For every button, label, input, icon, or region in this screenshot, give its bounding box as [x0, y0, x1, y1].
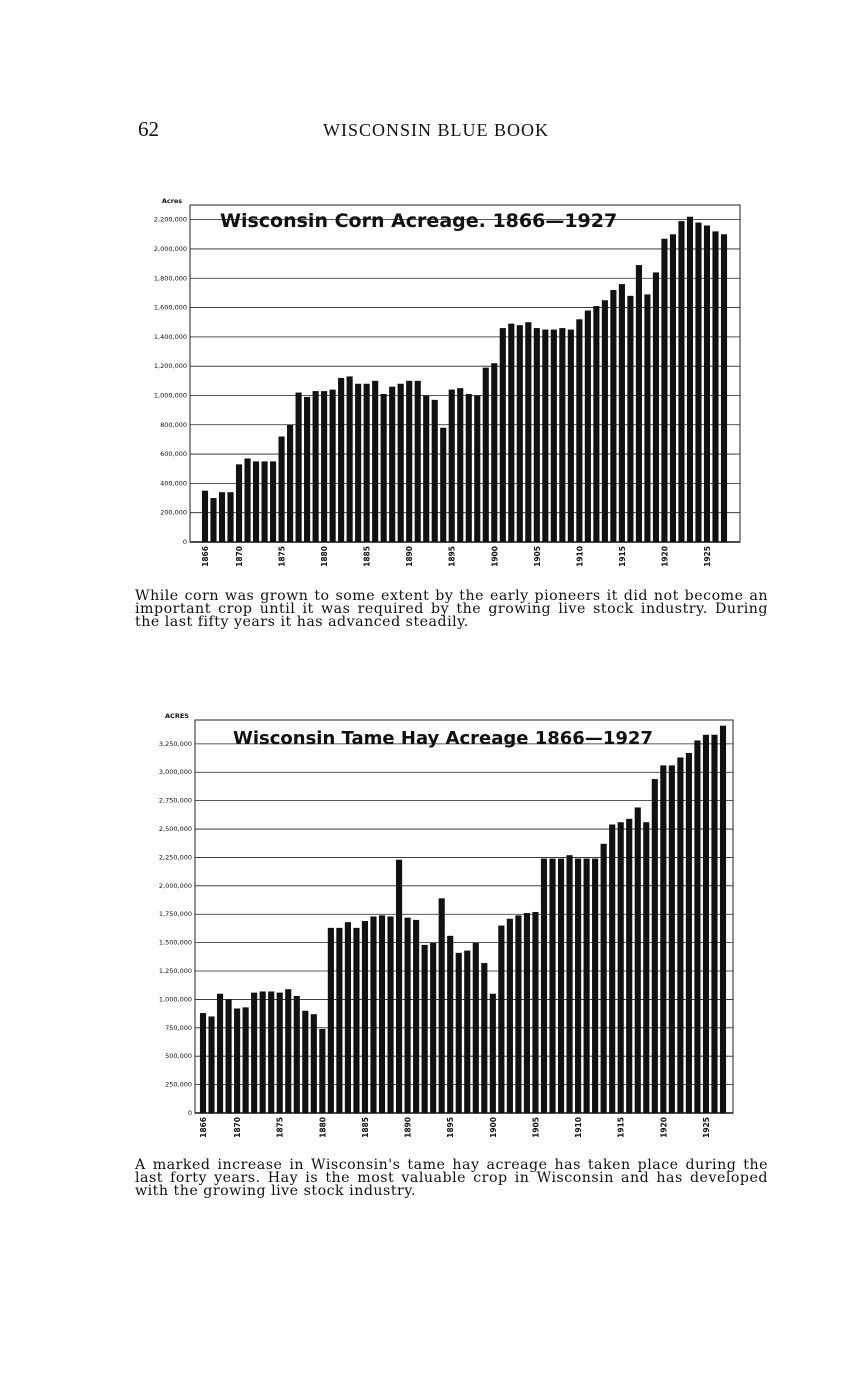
corn-bar-1876	[287, 425, 293, 542]
corn-bar-1910	[576, 319, 582, 542]
page-number: 62	[138, 117, 159, 141]
hay-bar-1922	[677, 757, 683, 1113]
hay-bar-1866	[200, 1013, 206, 1113]
corn-bar-1897	[466, 394, 472, 542]
corn-y-tick-label: 1,600,000	[153, 303, 187, 312]
hay-bar-1880	[319, 1029, 325, 1113]
corn-bar-1919	[653, 272, 659, 542]
corn-bar-1881	[330, 390, 336, 542]
corn-x-tick-label: 1900	[490, 546, 500, 567]
corn-bar-1898	[474, 395, 480, 542]
hay-bar-1893	[430, 943, 436, 1113]
corn-x-tick-label: 1905	[532, 546, 542, 567]
corn-bar-1895	[449, 390, 455, 542]
hay-y-tick-label: 2,750,000	[158, 796, 192, 805]
hay-x-tick-label: 1920	[659, 1117, 669, 1138]
corn-bar-1891	[415, 381, 421, 542]
hay-bar-1910	[575, 859, 581, 1113]
corn-bar-1874	[270, 461, 276, 542]
corn-x-tick-label: 1875	[277, 546, 287, 567]
corn-bar-1902	[508, 324, 514, 542]
corn-bar-1926	[712, 231, 718, 542]
hay-x-tick-label: 1900	[488, 1117, 498, 1138]
corn-bar-1880	[321, 391, 327, 542]
corn-bar-1866	[202, 491, 208, 542]
corn-y-axis-label: Acres	[161, 197, 183, 205]
hay-bar-1911	[584, 859, 590, 1113]
corn-bar-1900	[491, 363, 497, 542]
hay-x-tick-label: 1895	[446, 1117, 456, 1138]
hay-y-tick-label: 3,000,000	[158, 768, 192, 777]
hay-acreage-chart	[0, 705, 780, 1155]
hay-bar-1873	[260, 991, 266, 1113]
corn-bar-1886	[372, 381, 378, 542]
hay-bar-1886	[370, 917, 376, 1114]
hay-y-tick-label: 2,000,000	[158, 881, 192, 890]
corn-x-tick-label: 1920	[660, 546, 670, 567]
hay-x-tick-label: 1915	[616, 1117, 626, 1138]
hay-bar-1874	[268, 991, 274, 1113]
hay-bar-1905	[532, 912, 538, 1113]
hay-bar-1887	[379, 915, 385, 1113]
corn-bar-1921	[670, 234, 676, 542]
hay-bar-1890	[405, 918, 411, 1113]
hay-y-tick-label: 2,250,000	[158, 853, 192, 862]
corn-y-tick-label: 1,200,000	[153, 362, 187, 371]
hay-bar-1900	[490, 994, 496, 1113]
hay-caption: A marked increase in Wisconsin's tame hay acreage has taken place during the last forty years. Hay is the most valuable crop in Wisconsin and has developed with the growing live stock industry.	[135, 1157, 768, 1199]
hay-bar-1901	[498, 926, 504, 1113]
hay-y-tick-label: 3,250,000	[158, 739, 192, 748]
corn-y-tick-label: 1,000,000	[153, 391, 187, 400]
corn-y-tick-label: 0	[182, 538, 187, 546]
hay-bar-1884	[353, 928, 359, 1113]
running-head: WISCONSIN BLUE BOOK	[323, 120, 549, 140]
corn-bar-1885	[364, 384, 370, 542]
hay-bar-1885	[362, 921, 368, 1113]
corn-bar-1916	[627, 296, 633, 542]
hay-bar-1920	[660, 765, 666, 1113]
corn-bar-1879	[313, 391, 319, 542]
hay-bar-1903	[515, 915, 521, 1113]
hay-bar-1914	[609, 824, 615, 1113]
hay-bar-1876	[285, 989, 291, 1113]
hay-bar-1919	[652, 779, 658, 1113]
corn-caption: While corn was grown to some extent by the early pioneers it did not become an important crop until it was required by the growing live stock industry. During the last fifty years it has advanced steadily.	[135, 588, 768, 630]
corn-bar-1904	[525, 322, 531, 542]
corn-bar-1901	[500, 328, 506, 542]
hay-bar-1907	[549, 859, 555, 1113]
hay-bar-1906	[541, 859, 547, 1113]
hay-bar-1868	[217, 994, 223, 1113]
hay-bar-1915	[618, 822, 624, 1113]
corn-bar-1913	[602, 300, 608, 542]
hay-y-tick-label: 750,000	[165, 1023, 192, 1032]
hay-bar-1882	[336, 928, 342, 1113]
corn-bar-1892	[423, 395, 429, 542]
hay-bar-1908	[558, 859, 564, 1113]
hay-bar-1912	[592, 859, 598, 1113]
corn-bar-1869	[227, 492, 233, 542]
hay-y-tick-label: 500,000	[165, 1052, 192, 1061]
corn-bar-1868	[219, 492, 225, 542]
corn-bar-1914	[610, 290, 616, 542]
hay-bar-1870	[234, 1009, 240, 1113]
corn-x-tick-label: 1870	[235, 546, 245, 567]
corn-bar-1893	[432, 400, 438, 542]
hay-bar-1877	[294, 996, 300, 1113]
corn-x-tick-label: 1890	[405, 546, 415, 567]
hay-bar-1917	[635, 807, 641, 1113]
hay-bar-1881	[328, 928, 334, 1113]
corn-bar-1909	[568, 330, 574, 542]
hay-bar-1899	[481, 963, 487, 1113]
corn-acreage-chart	[0, 190, 780, 580]
hay-bar-1888	[387, 917, 393, 1114]
corn-y-tick-label: 400,000	[160, 479, 187, 488]
corn-bar-1890	[406, 381, 412, 542]
hay-bar-1924	[694, 740, 700, 1113]
hay-y-tick-label: 1,000,000	[158, 995, 192, 1004]
hay-bar-1916	[626, 819, 632, 1113]
hay-bar-1902	[507, 919, 513, 1113]
hay-bar-1889	[396, 860, 402, 1113]
corn-y-tick-label: 200,000	[160, 508, 187, 517]
corn-x-tick-label: 1866	[201, 546, 210, 567]
hay-bar-1926	[711, 735, 717, 1113]
hay-bar-1879	[311, 1014, 317, 1113]
corn-bar-1906	[542, 330, 548, 542]
corn-bar-1887	[381, 394, 387, 542]
corn-bar-1875	[279, 437, 285, 542]
hay-y-tick-label: 1,250,000	[158, 967, 192, 976]
hay-x-tick-label: 1870	[233, 1117, 243, 1138]
corn-bar-1884	[355, 384, 361, 542]
corn-bar-1905	[534, 328, 540, 542]
hay-y-axis-label: ACRES	[165, 712, 189, 720]
corn-x-tick-label: 1915	[617, 546, 627, 567]
corn-bar-1888	[389, 387, 395, 542]
corn-bar-1872	[253, 461, 259, 542]
corn-bar-1925	[704, 226, 710, 542]
hay-y-tick-label: 1,750,000	[158, 910, 192, 919]
corn-bar-1899	[483, 368, 489, 542]
hay-bar-1869	[226, 999, 232, 1113]
corn-bar-1889	[398, 384, 404, 542]
corn-bar-1907	[551, 330, 557, 542]
corn-bar-1882	[338, 378, 344, 542]
hay-bar-1923	[686, 753, 692, 1113]
hay-bar-1883	[345, 922, 351, 1113]
corn-bar-1877	[296, 393, 302, 542]
hay-bar-1925	[703, 735, 709, 1113]
corn-bar-1894	[440, 428, 446, 542]
hay-bar-1892	[422, 945, 428, 1113]
hay-bar-1913	[601, 844, 607, 1113]
corn-bar-1878	[304, 397, 310, 542]
hay-bar-1927	[720, 726, 726, 1113]
corn-bar-1918	[644, 294, 650, 542]
corn-bar-1883	[347, 376, 353, 542]
hay-x-tick-label: 1890	[403, 1117, 413, 1138]
corn-bar-1923	[687, 217, 693, 542]
corn-bar-1871	[244, 458, 250, 542]
hay-bar-1872	[251, 993, 257, 1113]
corn-y-tick-label: 1,400,000	[153, 332, 187, 341]
corn-bar-1912	[593, 306, 599, 542]
hay-bar-1878	[302, 1011, 308, 1113]
corn-bar-1908	[559, 328, 565, 542]
corn-x-tick-label: 1880	[320, 546, 330, 567]
corn-y-tick-label: 800,000	[160, 420, 187, 429]
hay-x-tick-label: 1866	[199, 1117, 208, 1138]
hay-x-tick-label: 1925	[701, 1117, 711, 1138]
hay-y-tick-label: 0	[187, 1109, 192, 1117]
hay-bar-1896	[456, 953, 462, 1113]
hay-x-tick-label: 1910	[574, 1117, 584, 1138]
hay-bar-1897	[464, 951, 470, 1113]
corn-x-tick-label: 1925	[702, 546, 712, 567]
corn-bar-1920	[661, 239, 667, 542]
hay-bar-1898	[473, 943, 479, 1113]
hay-bar-1891	[413, 920, 419, 1113]
corn-bar-1903	[517, 325, 523, 542]
hay-bar-1871	[243, 1007, 249, 1113]
corn-bar-1896	[457, 388, 463, 542]
corn-bar-1927	[721, 234, 727, 542]
corn-bar-1911	[585, 310, 591, 542]
corn-bar-1924	[695, 223, 701, 542]
corn-bar-1915	[619, 284, 625, 542]
corn-x-tick-label: 1895	[447, 546, 457, 567]
corn-x-tick-label: 1910	[575, 546, 585, 567]
corn-chart-title: Wisconsin Corn Acreage. 1866—1927	[220, 210, 618, 232]
hay-bar-1895	[447, 936, 453, 1113]
hay-bar-1875	[277, 993, 283, 1113]
hay-y-tick-label: 250,000	[165, 1080, 192, 1089]
corn-bar-1867	[210, 498, 216, 542]
corn-x-tick-label: 1885	[362, 546, 372, 567]
corn-y-tick-label: 1,800,000	[153, 274, 187, 283]
hay-bar-1867	[208, 1016, 214, 1113]
hay-y-tick-label: 1,500,000	[158, 938, 192, 947]
hay-bar-1894	[439, 898, 445, 1113]
corn-y-tick-label: 600,000	[160, 450, 187, 459]
corn-y-tick-label: 2,000,000	[153, 244, 187, 253]
hay-x-tick-label: 1875	[275, 1117, 285, 1138]
hay-chart-title: Wisconsin Tame Hay Acreage 1866—1927	[233, 728, 653, 749]
hay-x-tick-label: 1905	[531, 1117, 541, 1138]
hay-x-tick-label: 1885	[360, 1117, 370, 1138]
hay-bar-1904	[524, 913, 530, 1113]
corn-bar-1917	[636, 265, 642, 542]
hay-y-tick-label: 2,500,000	[158, 825, 192, 834]
hay-x-tick-label: 1880	[318, 1117, 328, 1138]
corn-bar-1922	[678, 221, 684, 542]
corn-y-tick-label: 2,200,000	[153, 215, 187, 224]
hay-bar-1918	[643, 822, 649, 1113]
hay-bar-1909	[566, 855, 572, 1113]
hay-bar-1921	[669, 765, 675, 1113]
corn-bar-1873	[261, 461, 267, 542]
corn-bar-1870	[236, 464, 242, 542]
